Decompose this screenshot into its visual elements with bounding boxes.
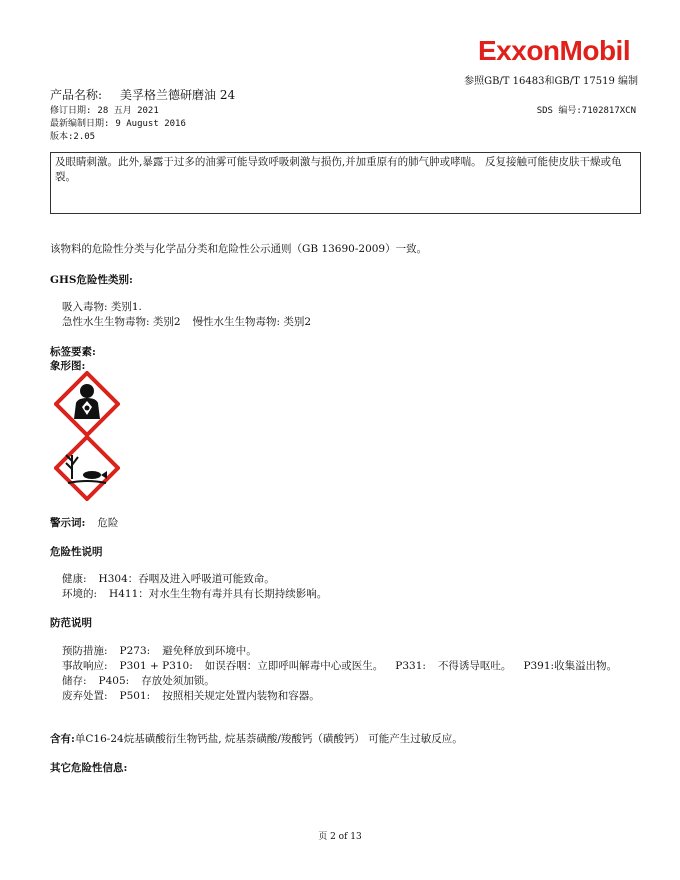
response-code-2: P331: [395,660,426,672]
hazard-statements-heading: 危险性说明 [50,546,103,558]
latest-date-line [50,116,186,129]
contains-text: 单C16-24烷基磺酸衍生物钙盐, 烷基萘磺酸/羧酸钙（磺酸钙） 可能产生过敏反应。 [74,733,463,745]
storage-label: 储存: [62,675,87,687]
health-label: 健康: [62,573,87,585]
ghs-line-1: 吸入毒物: 类别1. [62,301,142,313]
latest-label: 最新编制日期: [50,119,110,129]
signal-word-label: 警示词: [50,517,86,529]
signal-word: 危险 [97,517,119,529]
environment-pictogram [54,435,120,501]
hazard-summary-box [50,152,641,214]
page-number: 页 2 of 13 [318,832,362,842]
revision-date-line [50,103,159,116]
latest-date: 9 August 2016 [115,119,186,129]
contains-line [50,731,463,746]
env-text: H411：对水生生物有毒并具有长期持续影响。 [109,588,328,600]
classification-note: 该物料的危险性分类与化学品分类和危险性公示通则（GB 13690-2009）一致。 [50,243,428,255]
prevention-code: P273: [119,645,151,657]
hazard-summary-text: 及眼睛刺激。此外,暴露于过多的油雾可能导致呼吸刺激与损伤,并加重原有的肺气肿或哮喘。 反复接触可能使皮肤干燥或龟裂。 [55,156,622,183]
prevention-line [62,643,257,658]
storage-line [62,673,215,688]
response-text-3: 收集溢出物。 [554,660,618,672]
pictogram-heading: 象形图: [50,360,86,372]
contains-label: 含有: [50,733,75,745]
ghs-heading: GHS危险性类别: [50,274,133,286]
response-text: 如误吞咽：立即呼叫解毒中心或医生。 [204,660,384,672]
env-label: 环境的: [62,588,98,600]
product-name-line [50,86,235,103]
health-hazard-pictogram [54,371,120,437]
sds-number: SDS 编号:7102817XCN [536,106,636,116]
response-line [62,658,617,673]
prevention-label: 预防措施: [62,645,108,657]
storage-code: P405: [98,675,130,687]
label-elements-heading: 标签要素: [50,346,96,358]
ghs-acute-aquatic: 急性水生生物毒物: 类别2 [62,316,181,328]
compiled-standard: 参照GB/T 16483和GB/T 17519 编制 [464,76,638,87]
health-text: H304：吞咽及进入呼吸道可能致命。 [98,573,275,585]
response-text-2: 不得诱导呕吐。 [437,660,512,672]
ghs-line-2 [62,314,311,329]
precautionary-heading: 防范说明 [50,617,92,629]
storage-text: 存放处须加锁。 [141,675,215,687]
signal-word-line [50,515,118,530]
health-statement [62,571,275,586]
version: 版本:2.05 [50,132,96,142]
product-name: 美孚格兰德研磨油 24 [120,88,236,102]
response-code: P301 + P310: [119,660,193,672]
revision-date: 28 五月 2021 [97,106,159,116]
other-hazards-heading: 其它危险性信息: [50,762,128,774]
disposal-label: 废弃处置: [62,690,108,702]
revision-label: 修订日期: [50,106,92,116]
exxonmobil-logo: ExxonMobil [478,35,631,66]
disposal-code: P501: [119,690,151,702]
response-label: 事故响应: [62,660,108,672]
disposal-line [62,688,320,703]
ghs-chronic-aquatic: 慢性水生生物毒物: 类别2 [192,316,312,328]
prevention-text: 避免释放到环境中。 [162,645,257,657]
product-label: 产品名称: [50,88,103,102]
response-code-3: P391: [523,660,555,672]
environment-statement [62,586,327,601]
disposal-text: 按照相关规定处置内装物和容器。 [162,690,320,702]
